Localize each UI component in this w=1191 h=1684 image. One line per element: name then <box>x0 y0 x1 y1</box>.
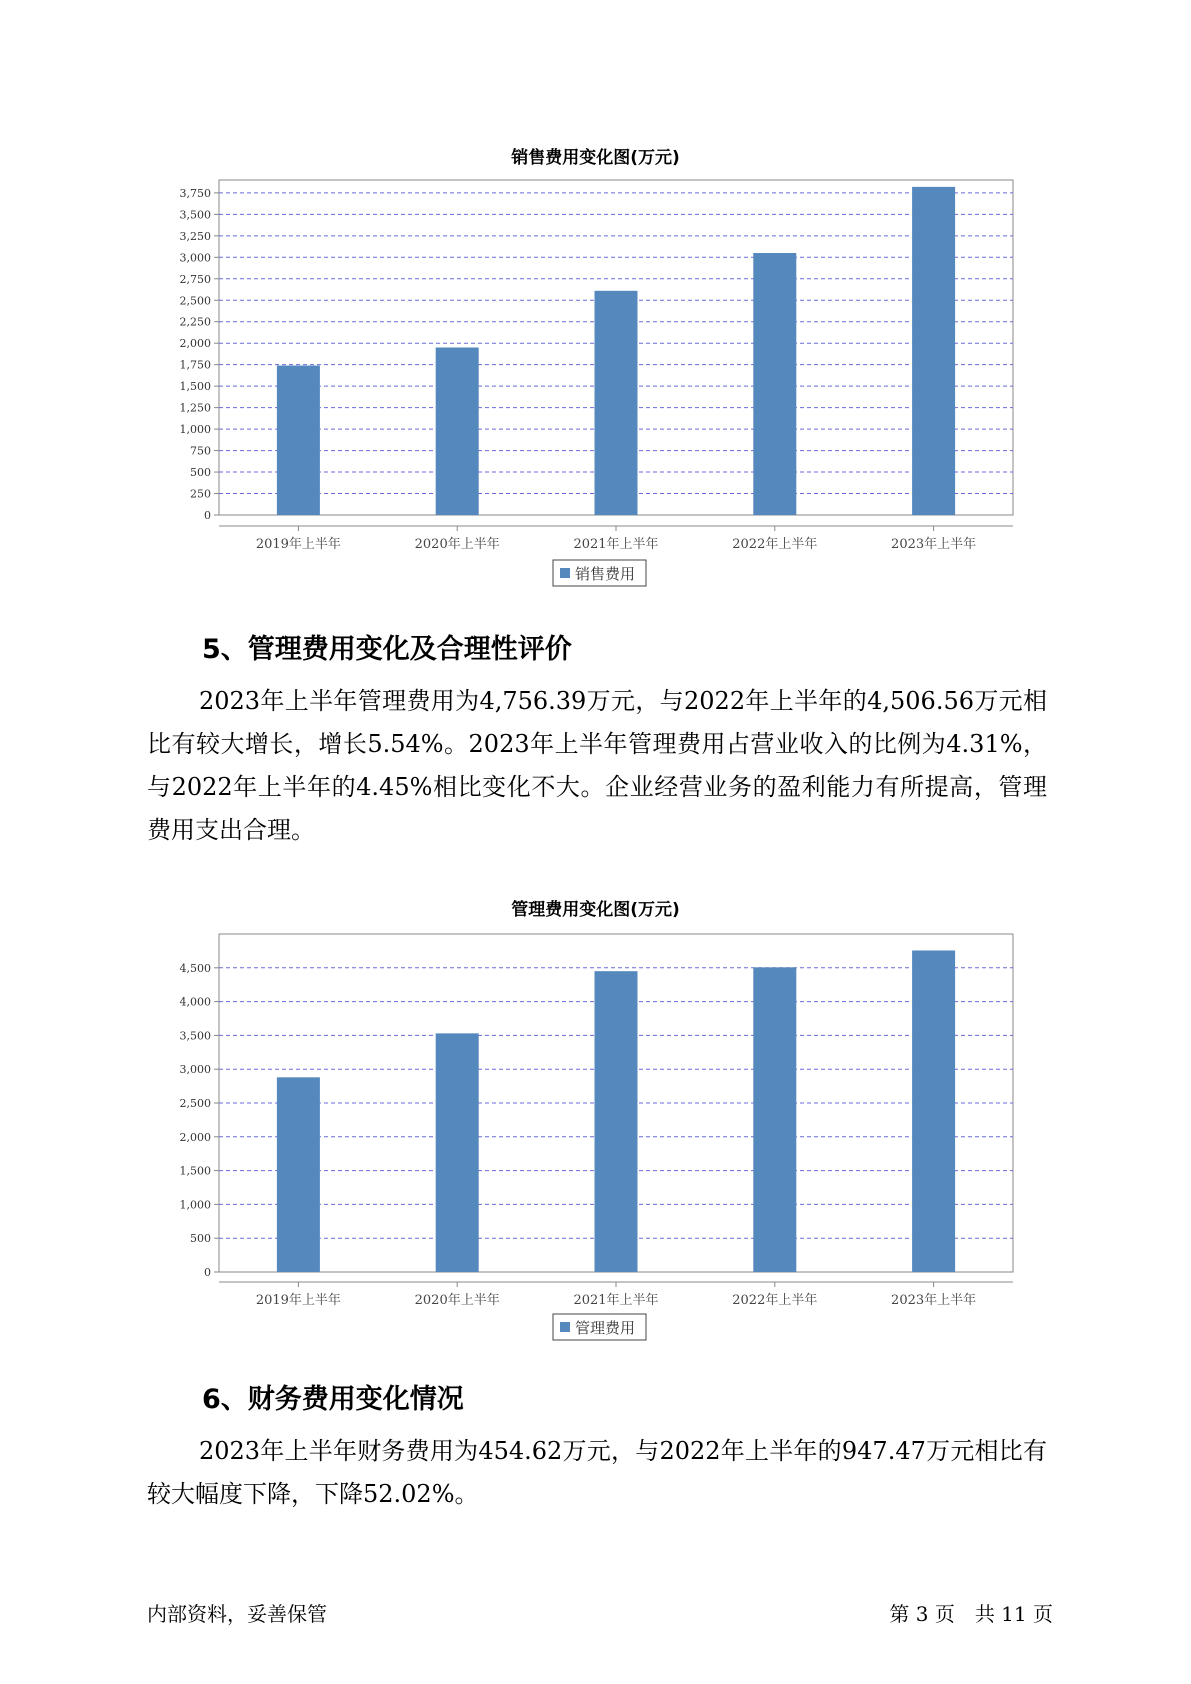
y-tick-label: 2,000 <box>179 337 211 351</box>
bar <box>912 187 955 515</box>
y-tick-label: 750 <box>190 444 211 458</box>
y-tick-label: 2,250 <box>179 315 211 329</box>
x-tick-label: 2019年上半年 <box>255 1293 341 1308</box>
y-tick-label: 3,500 <box>179 1029 211 1043</box>
y-tick-label: 3,250 <box>179 229 211 243</box>
admin-expense-chart <box>0 922 1191 1362</box>
footer-left: 内部资料，妥善保管 <box>147 1602 327 1626</box>
x-tick-label: 2021年上半年 <box>573 537 659 552</box>
bar <box>753 967 796 1272</box>
bar <box>595 971 638 1272</box>
y-tick-label: 2,750 <box>179 272 211 286</box>
y-tick-label: 1,250 <box>179 401 211 415</box>
y-tick-label: 3,000 <box>179 251 211 265</box>
y-tick-label: 2,500 <box>179 1097 211 1110</box>
section-5-heading: 5、管理费用变化及合理性评价 <box>202 634 572 665</box>
sales-chart-title: 销售费用变化图(万元) <box>511 148 680 168</box>
bar <box>436 1033 479 1272</box>
y-tick-label: 3,750 <box>179 186 211 200</box>
y-tick-label: 250 <box>190 487 211 501</box>
legend-label: 销售费用 <box>575 565 636 583</box>
y-tick-label: 1,500 <box>179 380 211 394</box>
legend-label: 管理费用 <box>575 1319 636 1337</box>
bar <box>595 291 638 515</box>
section-6-heading: 6、财务费用变化情况 <box>202 1384 464 1415</box>
y-tick-label: 1,000 <box>179 423 211 437</box>
y-tick-label: 4,500 <box>179 961 211 975</box>
y-tick-label: 1,750 <box>179 358 211 372</box>
section-5-paragraph: 2023年上半年管理费用为4,756.39万元，与2022年上半年的4,506.56万元相比有较大增长，增长5.54%。2023年上半年管理费用占营业收入的比例为4.31%，与2022年上半年的4.45%相比变化不大。企业经营业务的盈利能力有所提高，管理费用支出合理。 <box>147 687 1047 844</box>
y-tick-label: 0 <box>204 1266 211 1279</box>
y-tick-label: 3,000 <box>179 1063 211 1077</box>
y-tick-label: 2,500 <box>179 294 211 308</box>
y-tick-label: 1,000 <box>179 1198 211 1212</box>
section-6-paragraph: 2023年上半年财务费用为454.62万元，与2022年上半年的947.47万元相比有较大幅度下降，下降52.02%。 <box>147 1437 1047 1508</box>
x-tick-label: 2019年上半年 <box>255 537 341 552</box>
y-tick-label: 500 <box>190 1232 211 1246</box>
bar <box>912 950 955 1272</box>
sales-expense-chart <box>0 170 1191 590</box>
x-tick-label: 2022年上半年 <box>732 537 818 552</box>
y-tick-label: 3,500 <box>179 208 211 222</box>
bar <box>753 253 796 515</box>
y-tick-label: 500 <box>190 466 211 480</box>
y-tick-label: 0 <box>204 509 211 522</box>
x-tick-label: 2021年上半年 <box>573 1293 659 1308</box>
x-tick-label: 2023年上半年 <box>891 537 977 552</box>
bar <box>277 366 320 515</box>
y-tick-label: 2,000 <box>179 1130 211 1144</box>
bar <box>277 1077 320 1272</box>
legend-swatch <box>560 568 570 578</box>
x-tick-label: 2022年上半年 <box>732 1293 818 1308</box>
x-tick-label: 2020年上半年 <box>414 537 500 552</box>
y-tick-label: 1,500 <box>179 1164 211 1178</box>
x-tick-label: 2020年上半年 <box>414 1293 500 1308</box>
y-tick-label: 4,000 <box>179 995 211 1009</box>
x-tick-label: 2023年上半年 <box>891 1293 977 1308</box>
footer-page-number: 第 3 页 共 11 页 <box>889 1602 1053 1626</box>
admin-chart-title: 管理费用变化图(万元) <box>511 900 680 920</box>
legend-swatch <box>560 1322 570 1332</box>
bar <box>436 348 479 516</box>
